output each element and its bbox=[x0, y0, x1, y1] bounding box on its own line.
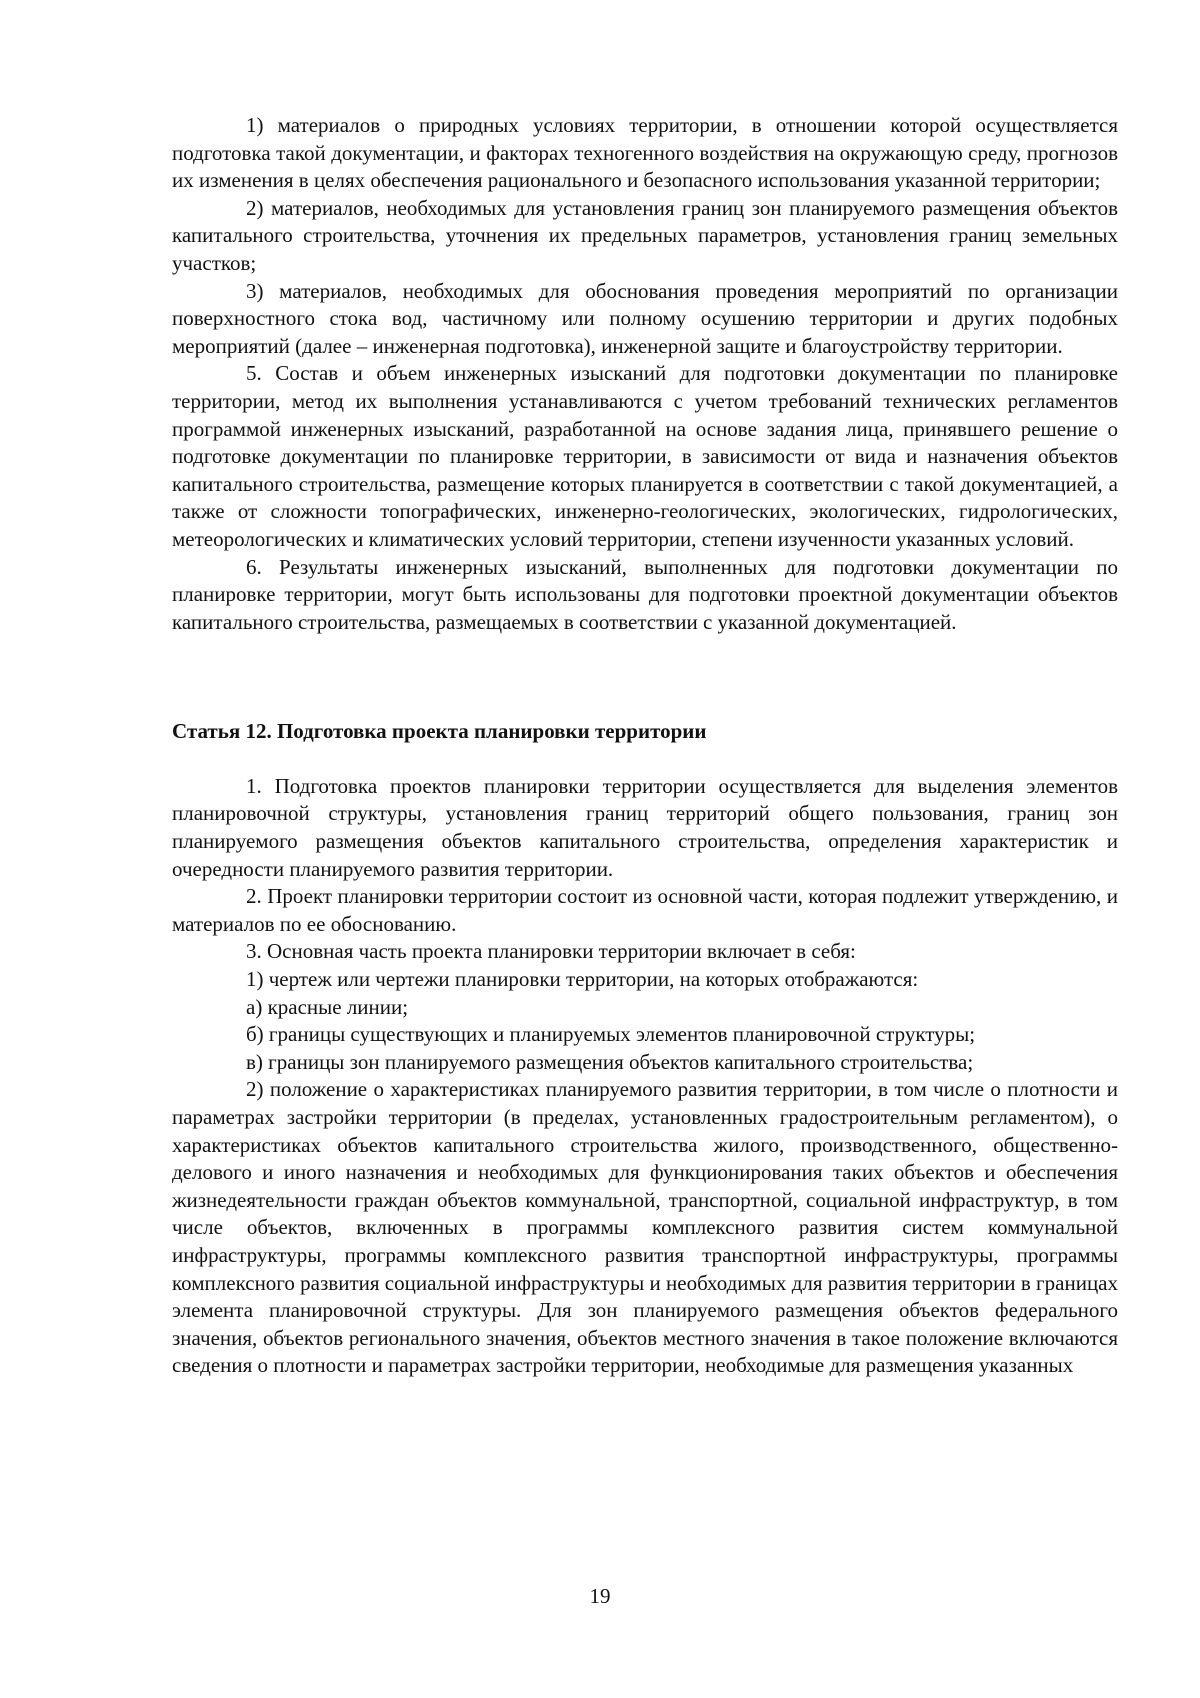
article-section bbox=[172, 773, 1118, 1380]
paragraph-point-6: 6. Результаты инженерных изысканий, выполненных для подготовки документации по планировке территории, могут быть использованы для подготовки проектной документации объектов капитального строительства, размещаемых в соответствии с указанной документацией. bbox=[172, 554, 1118, 634]
paragraph-item-2-materials-boundaries: 2) материалов, необходимых для установления границ зон планируемого размещения объектов капитального строительства, уточнения их предельных параметров, установления границ земельных участков; bbox=[172, 195, 1118, 275]
article-subitem-v: в) границы зон планируемого размещения объектов капитального строительства; bbox=[246, 1049, 974, 1074]
article-paragraph-3: 3. Основная часть проекта планировки территории включает в себя: bbox=[246, 939, 856, 964]
article-subitem-b: б) границы существующих и планируемых элементов планировочной структуры; bbox=[246, 1022, 976, 1047]
page-number: 19 bbox=[589, 1584, 611, 1608]
document-page bbox=[172, 112, 1118, 1380]
paragraph-item-1-materials-natural: 1) материалов о природных условиях территории, в отношении которой осуществляется подготовка такой документации, и факторах техногенного воздействия на окружающую среду, прогнозов их изменения в целях обеспечения рационального и безопасного использования указанной территории; bbox=[172, 113, 1118, 193]
article-paragraph-1: 1. Подготовка проектов планировки территории осуществляется для выделения элементов планировочной структуры, установления границ территорий общего пользования, границ зон планируемого размещения объектов капитального строительства, определения характеристик и очередности планируемого развития территории. bbox=[172, 773, 1118, 881]
article-heading: Статья 12. Подготовка проекта планировки территории bbox=[172, 719, 707, 744]
paragraph-point-5: 5. Состав и объем инженерных изысканий для подготовки документации по планировке территории, метод их выполнения устанавливаются с учетом требований технических регламентов программой инженерных изысканий, разработанной на основе задания лица, принявшего решение о подготовке документации по планировке территории, в зависимости от вида и назначения объектов капитального строительства, размещение которых планируется в соответствии с такой документацией, а также от сложности топографических, инженерно-геологических, экологических, гидрологических, метеорологических и климатических условий территории, степени изученности указанных условий. bbox=[172, 361, 1118, 551]
article-subitem-1: 1) чертеж или чертежи планировки территории, на которых отображаются: bbox=[246, 967, 919, 992]
article-subitem-2: 2) положение о характеристиках планируемого развития территории, в том числе о плотности и параметрах застройки территории (в пределах, установленных градостроительным регламентом), о характеристиках объектов капитального строительства жилого, производственного, общественно-делового и иного назначения и необходимых для функционирования таких объектов и обеспечения жизнедеятельности граждан объектов коммунальной, транспортной, социальной инфраструктур, в том числе объектов, включенных в программы комплексного развития систем коммунальной инфраструктуры, программы комплексного развития транспортной инфраструктуры, программы комплексного развития социальной инфраструктуры и необходимых для развития территории в границах элемента планировочной структуры. Для зон планируемого размещения объектов федерального значения, объектов регионального значения, объектов местного значения в такое положение включаются сведения о плотности и параметрах застройки территории, необходимые для размещения указанных bbox=[172, 1077, 1118, 1378]
section-gap bbox=[172, 636, 1118, 718]
article-subitem-a: а) красные линии; bbox=[246, 994, 409, 1019]
top-section bbox=[172, 112, 1118, 636]
article-paragraph-2: 2. Проект планировки территории состоит из основной части, которая подлежит утверждению, и материалов по ее обоснованию. bbox=[172, 884, 1118, 936]
paragraph-item-3-materials-engineering: 3) материалов, необходимых для обоснования проведения мероприятий по организации поверхностного стока вод, частичному или полному осушению территории и других подобных мероприятий (далее – инженерная подготовка), инженерной защите и благоустройству территории. bbox=[172, 278, 1118, 358]
heading-gap bbox=[172, 746, 1118, 773]
